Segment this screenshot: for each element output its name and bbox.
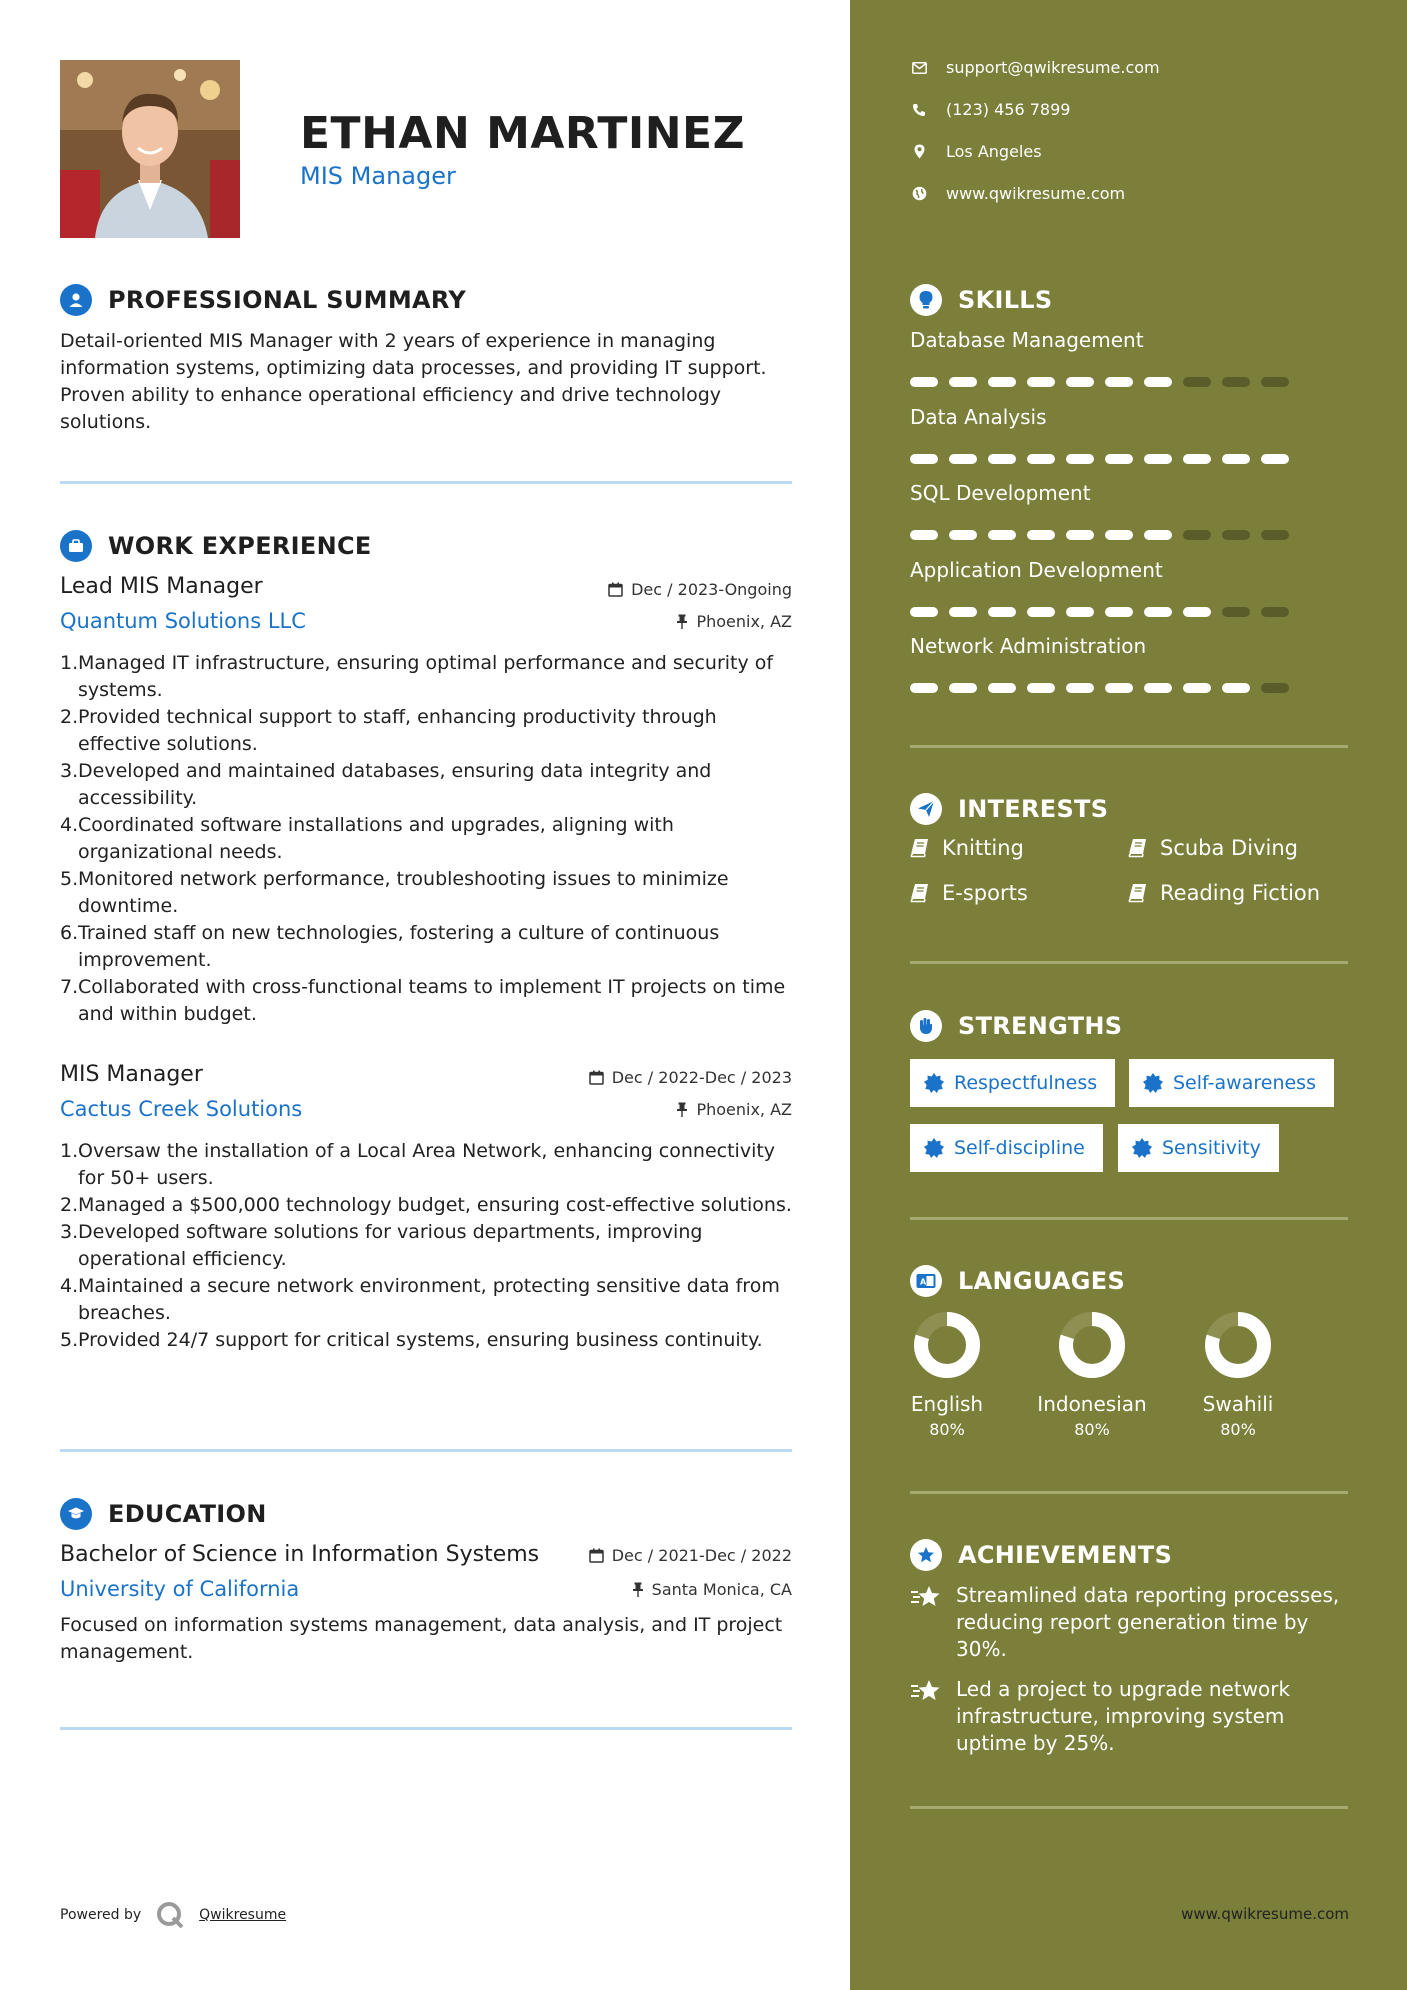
skill-level-segment <box>910 607 938 617</box>
skill-level-segment <box>1105 683 1133 693</box>
skill-level-segment <box>1066 377 1094 387</box>
job-location <box>676 1100 792 1119</box>
skill-level-segment <box>949 454 977 464</box>
skill-level-segment <box>988 530 1016 540</box>
svg-text:A: A <box>920 1277 927 1287</box>
summary-text: Detail-oriented MIS Manager with 2 years of experience in managing information systems, optimizing data processes, and providing IT support. Proven ability to enhance operational efficiency and drive technology solutions. <box>60 330 767 433</box>
experience-header <box>60 530 372 562</box>
contact-location: Los Angeles <box>910 142 1042 161</box>
sidebar-divider <box>910 1491 1348 1494</box>
footer-url[interactable]: www.qwikresume.com <box>1181 1905 1349 1923</box>
skill-level-segment <box>1183 454 1211 464</box>
language-level-ring <box>914 1312 980 1378</box>
skill-level-segment <box>1183 683 1211 693</box>
qwikresume-logo-icon <box>155 1900 185 1930</box>
interest-item: Scuba Diving <box>1128 836 1298 860</box>
briefcase-icon <box>60 530 92 562</box>
powered-by-label: Powered by <box>60 1907 142 1923</box>
globe-icon <box>910 186 928 201</box>
job-location-text: Phoenix, AZ <box>696 1100 792 1119</box>
pushpin-icon <box>676 1102 688 1117</box>
qwikresume-link[interactable]: Qwikresume <box>199 1907 287 1923</box>
interests-header <box>910 793 1108 825</box>
book-icon <box>910 883 930 903</box>
skill-level-segment <box>1066 530 1094 540</box>
skill-level-segment <box>1066 454 1094 464</box>
skill-level-segment <box>988 683 1016 693</box>
translate-icon <box>910 1265 942 1297</box>
interest-item: E-sports <box>910 881 1028 905</box>
skill-level-segment <box>1027 607 1055 617</box>
skill-name: Database Management <box>910 328 1144 352</box>
skill-level-segment <box>988 377 1016 387</box>
skill-level-segment <box>1261 454 1289 464</box>
skill-level-segment <box>949 377 977 387</box>
skill-level-segment <box>949 607 977 617</box>
skill-level-segment <box>1066 607 1094 617</box>
interest-item: Knitting <box>910 836 1024 860</box>
skill-level-segment <box>1105 607 1133 617</box>
language-level-ring <box>1059 1312 1125 1378</box>
language-item <box>1037 1312 1147 1439</box>
education-heading: EDUCATION <box>108 1500 267 1528</box>
skill-name: SQL Development <box>910 481 1091 505</box>
shooting-star-icon <box>910 1678 942 1704</box>
education-description: Focused on information systems management, data analysis, and IT project management. <box>60 1614 783 1663</box>
skill-name: Data Analysis <box>910 405 1047 429</box>
powered-by <box>60 1900 286 1930</box>
bullet-item: 4. Coordinated software installations and upgrades, aligning with organizational needs. <box>60 814 674 863</box>
skill-level-segment <box>1222 607 1250 617</box>
job-title: MIS Manager <box>60 1062 203 1087</box>
skill-level-segment <box>1183 607 1211 617</box>
language-level-ring <box>1205 1312 1271 1378</box>
bullet-item: 2. Provided technical support to staff, enhancing productivity through effective solutions. <box>60 706 717 755</box>
school-name: University of California <box>60 1577 300 1601</box>
star-badge-icon <box>910 1539 942 1571</box>
contact-email[interactable]: support@qwikresume.com <box>910 58 1160 77</box>
summary-heading: PROFESSIONAL SUMMARY <box>108 286 467 314</box>
skill-level-segment <box>1222 377 1250 387</box>
skill-level-bar <box>910 454 1289 464</box>
pushpin-icon <box>676 614 688 629</box>
skill-level-segment <box>1027 683 1055 693</box>
experience-heading: WORK EXPERIENCE <box>108 532 372 560</box>
map-pin-icon <box>910 144 928 159</box>
skill-level-segment <box>1261 683 1289 693</box>
job-date-text: Dec / 2023-Ongoing <box>631 580 792 599</box>
fist-icon <box>910 1010 942 1042</box>
section-divider <box>60 1449 792 1452</box>
skill-level-bar <box>910 607 1289 617</box>
calendar-icon <box>608 582 623 597</box>
language-percent: 80% <box>1220 1420 1256 1439</box>
badge-icon <box>924 1138 944 1158</box>
skill-level-segment <box>1222 454 1250 464</box>
skill-level-segment <box>1105 377 1133 387</box>
language-name: English <box>910 1392 984 1416</box>
calendar-icon <box>589 1070 604 1085</box>
job-bullets <box>60 650 798 1028</box>
skill-name: Application Development <box>910 558 1163 582</box>
skill-level-segment <box>1261 377 1289 387</box>
achievements-header <box>910 1539 1172 1571</box>
education-date-text: Dec / 2021-Dec / 2022 <box>611 1546 792 1565</box>
bullet-item: 1. Oversaw the installation of a Local Area Network, enhancing connectivity for 50+ users. <box>60 1140 776 1189</box>
bullet-item: 4. Maintained a secure network environment, protecting sensitive data from breaches. <box>60 1275 780 1324</box>
pushpin-icon <box>632 1582 644 1597</box>
skill-level-segment <box>1027 454 1055 464</box>
skill-level-bar <box>910 377 1289 387</box>
bullet-item: 5. Monitored network performance, troubleshooting issues to minimize downtime. <box>60 868 729 917</box>
skill-level-segment <box>1144 454 1172 464</box>
strength-badge: Sensitivity <box>1118 1124 1279 1172</box>
calendar-icon <box>589 1548 604 1563</box>
skill-level-bar <box>910 530 1289 540</box>
job-date <box>589 1068 792 1087</box>
interests-heading: INTERESTS <box>958 795 1109 823</box>
skill-level-segment <box>1261 530 1289 540</box>
contact-website[interactable]: www.qwikresume.com <box>910 184 1125 203</box>
skill-level-segment <box>988 607 1016 617</box>
skill-level-segment <box>1027 530 1055 540</box>
job-date <box>608 580 792 599</box>
skill-level-segment <box>910 683 938 693</box>
achievements-heading: ACHIEVEMENTS <box>958 1541 1173 1569</box>
sidebar-divider <box>910 1806 1348 1809</box>
bullet-item: 3. Developed software solutions for various departments, improving operational efficiency. <box>60 1221 703 1270</box>
badge-icon <box>924 1073 944 1093</box>
company-name: Quantum Solutions LLC <box>60 609 306 633</box>
job-bullets <box>60 1138 798 1354</box>
skill-level-segment <box>988 454 1016 464</box>
skill-level-segment <box>1144 377 1172 387</box>
education-location-text: Santa Monica, CA <box>651 1580 792 1599</box>
profile-photo <box>60 60 240 238</box>
skill-level-segment <box>1144 607 1172 617</box>
bullet-item: 3. Developed and maintained databases, ensuring data integrity and accessibility. <box>60 760 712 809</box>
skill-level-segment <box>1144 530 1172 540</box>
lightbulb-icon <box>910 284 942 316</box>
languages-header <box>910 1265 1125 1297</box>
strength-badge: Self-awareness <box>1129 1059 1334 1107</box>
language-name: Indonesian <box>1037 1392 1147 1416</box>
book-icon <box>910 838 930 858</box>
book-icon <box>1128 883 1148 903</box>
languages-heading: LANGUAGES <box>958 1267 1126 1295</box>
skill-level-segment <box>1066 683 1094 693</box>
education-header <box>60 1498 267 1530</box>
strengths-header <box>910 1010 1122 1042</box>
badge-icon <box>1132 1138 1152 1158</box>
section-divider <box>60 481 792 484</box>
bullet-item: 2. Managed a $500,000 technology budget, ensuring cost-effective solutions. <box>60 1194 792 1216</box>
phone-icon <box>910 103 928 117</box>
candidate-name: ETHAN MARTINEZ <box>300 108 746 159</box>
skill-level-segment <box>910 454 938 464</box>
strengths-heading: STRENGTHS <box>958 1012 1123 1040</box>
shooting-star-icon <box>910 1584 942 1610</box>
graduation-icon <box>60 1498 92 1530</box>
language-name: Swahili <box>1202 1392 1274 1416</box>
interest-item: Reading Fiction <box>1128 881 1320 905</box>
section-divider <box>60 1727 792 1730</box>
job-title: Lead MIS Manager <box>60 574 263 599</box>
sidebar-divider <box>910 1217 1348 1220</box>
job-date-text: Dec / 2022-Dec / 2023 <box>611 1068 792 1087</box>
language-item <box>892 1312 1002 1439</box>
envelope-icon <box>910 62 928 74</box>
skill-level-segment <box>949 683 977 693</box>
contact-phone[interactable]: (123) 456 7899 <box>910 100 1070 119</box>
skill-level-segment <box>1183 530 1211 540</box>
skill-level-segment <box>1222 530 1250 540</box>
bullet-item: 5. Provided 24/7 support for critical systems, ensuring business continuity. <box>60 1329 763 1351</box>
strength-badge: Self-discipline <box>910 1124 1103 1172</box>
badge-icon <box>1143 1073 1163 1093</box>
skill-level-segment <box>1261 607 1289 617</box>
skill-level-segment <box>1144 683 1172 693</box>
skills-heading: SKILLS <box>958 286 1053 314</box>
skill-level-segment <box>910 377 938 387</box>
language-percent: 80% <box>929 1420 965 1439</box>
skill-level-segment <box>949 530 977 540</box>
book-icon <box>1128 838 1148 858</box>
achievement-item: Led a project to upgrade network infrastructure, improving system uptime by 25%. <box>910 1676 1340 1757</box>
user-icon <box>60 284 92 316</box>
bullet-item: 7. Collaborated with cross-functional teams to implement IT projects on time and within budget. <box>60 976 786 1025</box>
skill-level-bar <box>910 683 1289 693</box>
paper-plane-icon <box>910 793 942 825</box>
sidebar-divider <box>910 961 1348 964</box>
skill-level-segment <box>1222 683 1250 693</box>
skill-level-segment <box>1105 530 1133 540</box>
strength-badge: Respectfulness <box>910 1059 1115 1107</box>
skill-level-segment <box>1105 454 1133 464</box>
job-location-text: Phoenix, AZ <box>696 612 792 631</box>
company-name: Cactus Creek Solutions <box>60 1097 303 1121</box>
skill-level-segment <box>1027 377 1055 387</box>
skill-level-segment <box>1183 377 1211 387</box>
skills-header <box>910 284 1052 316</box>
achievement-item: Streamlined data reporting processes, reducing report generation time by 30%. <box>910 1582 1340 1663</box>
candidate-title: MIS Manager <box>300 162 456 190</box>
degree-title: Bachelor of Science in Information Systems <box>60 1542 540 1567</box>
education-location <box>632 1580 792 1599</box>
summary-header <box>60 284 466 316</box>
skill-level-segment <box>910 530 938 540</box>
language-item <box>1183 1312 1293 1439</box>
education-date <box>589 1546 792 1565</box>
language-percent: 80% <box>1074 1420 1110 1439</box>
job-location <box>676 612 792 631</box>
sidebar-divider <box>910 745 1348 748</box>
skill-name: Network Administration <box>910 634 1147 658</box>
bullet-item: 1. Managed IT infrastructure, ensuring optimal performance and security of systems. <box>60 652 774 701</box>
bullet-item: 6. Trained staff on new technologies, fostering a culture of continuous improvement. <box>60 922 720 971</box>
